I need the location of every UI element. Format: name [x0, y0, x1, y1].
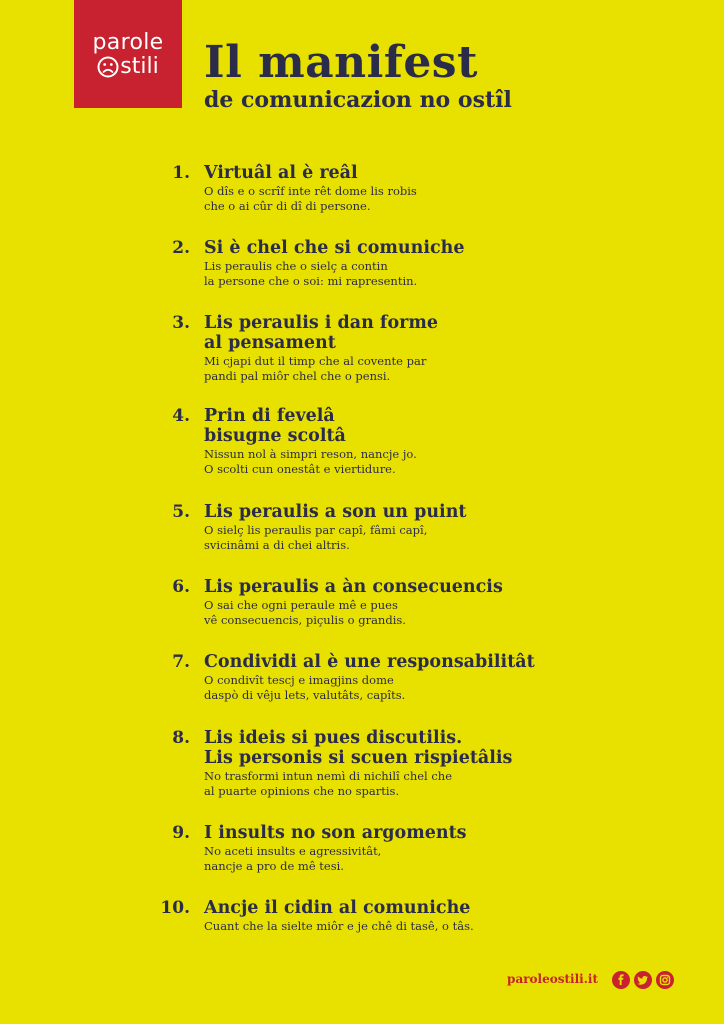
item-number: 3.	[172, 313, 190, 333]
item-number: 9.	[172, 823, 190, 843]
item-body: Cuant che la sielte miôr e je chê di tasê, o tâs.	[204, 919, 474, 933]
item-number: 6.	[172, 577, 190, 597]
item-heading: Condividi al è une responsabilitât	[204, 652, 535, 672]
item-number: 2.	[172, 238, 190, 258]
item-heading: Prin di fevelâ bisugne scoltâ	[204, 406, 346, 446]
item-number: 10.	[160, 898, 190, 918]
item-body: No aceti insults e agressivitât, nancje a pro de mê tesi.	[204, 844, 382, 873]
item-body: O condivît tescj e imagjins dome daspò di vêju lets, valutâts, capîts.	[204, 673, 406, 702]
item-number: 8.	[172, 728, 190, 748]
item-number: 7.	[172, 652, 190, 672]
item-body: No trasformi intun nemì di nichilî chel che al puarte opinions che no spartis.	[204, 769, 453, 798]
item-body: Mi cjapi dut il timp che al covente par pandi pal miôr chel che o pensi.	[204, 354, 427, 383]
page-title: Il manifest	[204, 37, 478, 88]
logo-word-parole: parole	[92, 30, 164, 55]
item-number: 1.	[172, 163, 190, 183]
logo-word-stili: stili	[120, 54, 159, 79]
item-heading: Ancje il cidin al comuniche	[204, 898, 471, 918]
item-heading: Lis peraulis a àn consecuencis	[204, 577, 503, 597]
item-number: 4.	[172, 406, 190, 426]
item-heading: Si è chel che si comuniche	[204, 238, 465, 258]
facebook-icon[interactable]	[612, 971, 630, 989]
instagram-icon[interactable]	[656, 971, 674, 989]
item-number: 5.	[172, 502, 190, 522]
website-link[interactable]: paroleostili.it	[507, 972, 598, 986]
item-body: Nissun nol à simpri reson, nancje jo. O scolti cun onestât e viertidure.	[204, 447, 417, 476]
item-body: Lis peraulis che o sielç a contin la persone che o soi: mi rapresentin.	[204, 259, 418, 288]
item-heading: I insults no son argoments	[204, 823, 467, 843]
item-body: O sai che ogni peraule mê e pues vê consecuencis, piçulis o grandis.	[204, 598, 406, 627]
page-subtitle: de comunicazion no ostîl	[204, 87, 512, 113]
twitter-icon[interactable]	[634, 971, 652, 989]
item-heading: Lis peraulis i dan forme al pensament	[204, 313, 438, 353]
item-body: O sielç lis peraulis par capî, fâmi capî, svicinâmi a di chei altris.	[204, 523, 428, 552]
brand-logo	[74, 0, 182, 108]
item-heading: Virtuâl al è reâl	[204, 163, 358, 183]
item-heading: Lis peraulis a son un puint	[204, 502, 467, 522]
item-body: O dîs e o scrîf inte rêt dome lis robis che o ai cûr di dî di persone.	[204, 184, 417, 213]
sad-face-icon	[97, 56, 119, 78]
item-heading: Lis ideis si pues discutilis. Lis personis si scuen rispietâlis	[204, 728, 513, 768]
